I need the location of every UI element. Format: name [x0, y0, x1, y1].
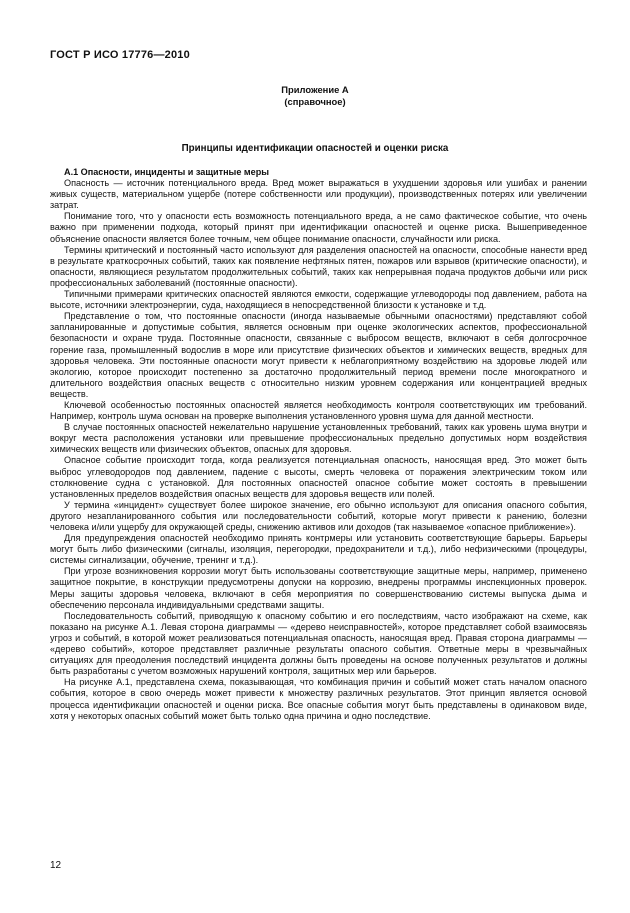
paragraph: Последовательность событий, приводящую к опасному событию и его последствиям, часто изображают на схеме, как показано на рисунке А.1. Левая сторона диаграммы — «дерево неисправностей», которое представляет собой взаимосвязь угроз и событий, в которой может реализоваться потенциальная опасность, наносящая вред. Правая сторона диаграммы — «дерево событий», которое представляет различные результаты опасного события. Ответные меры в чрезвычайных ситуациях для преодоления последствий инцидента должны быть проведены на основе полученных результатов и должны быть разработаны с учетом возможных нарушений контроля, защитных мер или барьеров.: [50, 610, 587, 677]
page-number: 12: [50, 860, 62, 871]
paragraph: На рисунке А.1, представлена схема, показывающая, что комбинация причин и событий может стать началом опасного события, которое в свою очередь может привести к множеству различных результатов. Этот принцип является основой процесса идентификации опасностей и оценки риска. Все опасные события могут быть представлены в одинаковом виде, хотя у некоторых опасных событий может быть только одна причина и одно последствие.: [50, 677, 587, 721]
paragraph: У термина «инцидент» существует более широкое значение, его обычно используют для описания опасного события, другого незапланированного события или последовательности событий, которые могут привести к ранению, болезни человека и/или ущербу для окружающей среды, снижению активов или доходов (так называемое «опасное приближение»).: [50, 499, 587, 532]
page-title: Принципы идентификации опасностей и оценки риска: [181, 143, 449, 154]
paragraph: Для предупреждения опасностей необходимо принять контрмеры или установить соответствующие барьеры. Барьеры могут быть либо физическими (сигналы, изоляция, перегородки, предохранители и т.д.), либо нефизическими (процедуры, системы сигнализации, обучение, тренинг и т.д.).: [50, 533, 587, 566]
paragraph: Типичными примерами критических опасностей являются емкости, содержащие углеводороды под давлением, работа на высоте, источники электроэнергии, суда, находящиеся в непосредственной близости к установке и т.д.: [50, 289, 587, 311]
paragraph: Понимание того, что у опасности есть возможность потенциального вреда, а не само фактическое событие, что очень важно при применении подхода, который принят при идентификации опасностей и оценке риска. Вышеприведенное объяснение опасности является более точным, чем общее понимание опасности, случайности или риска.: [50, 211, 587, 244]
paragraph: Представление о том, что постоянные опасности (иногда называемые обычными опасностями) представляют собой запланированные и допустимые события, является основным при оценке экологических аспектов, профессиональной безопасности и охране труда. Постоянные опасности, связанные с выбросом веществ, включают в себя долгосрочное горение газа, промышленный водослив в море или присутствие физических объектов и химических веществ, вредных для здоровья человека. Эти постоянные опасности могут привести к неблагоприятному воздействию на здоровье людей или экологию, которое происходит постепенно за достаточно продолжительный период времени после многократного и длительного воздействия опасных веществ с относительно низким уровнем содержания или концентрацией вредных веществ.: [50, 311, 587, 399]
paragraph: Термины критический и постоянный часто используют для разделения опасностей на опасности, способные нанести вред в результате краткосрочных событий, таких как появление нефтяных пятен, пожаров или взрывов (критические опасности), и опасности, являющиеся результатом продолжительных событий, таких как непрерывная подача продуктов добычи или риск профессиональных заболеваний (постоянные опасности).: [50, 244, 587, 288]
paragraph: Ключевой особенностью постоянных опасностей является необходимость контроля соответствующих им требований. Например, контроль шума основан на проверке выполнения установленного уровня шума для данной местности.: [50, 399, 587, 422]
document-body: [50, 167, 587, 722]
paragraph: В случае постоянных опасностей нежелательно нарушение установленных требований, таких как уровень шума внутри и вокруг места расположения установки или превышение профессиональных предельно допустимых норм воздействия химических веществ или физических объектов, опасных для здоровья.: [50, 422, 587, 455]
document-code: ГОСТ Р ИСО 17776—2010: [50, 49, 190, 61]
annex-title: Приложение А: [281, 84, 349, 95]
paragraph: Опасность — источник потенциального вреда. Вред может выражаться в ухудшении здоровья или ушибах и ранении живых существ, материальном ущербе (потере собственности или продукции), производственных потерях или увеличении затрат.: [50, 178, 587, 211]
paragraph: Опасное событие происходит тогда, когда реализуется потенциальная опасность, наносящая вред. Это может быть выброс углеводородов под давлением, падение с высоты, смерть человека от поражения электрическим током или столкновение судна с установкой. Для постоянных опасностей опасное событие может состоять в превышении установленных пределов воздействия опасных веществ для здоровья веществ или полей.: [50, 455, 587, 499]
paragraph: При угрозе возникновения коррозии могут быть использованы соответствующие защитные меры, например, применено защитное покрытие, в конструкции предусмотрены допуски на коррозию, внедрены программы инспекционных проверок. Меры защиты здоровья человека, включают в себя мероприятия по совершенствованию системы выпуска дыма и обеспечению персонала индивидуальными средствами защиты.: [50, 566, 587, 610]
annex-subtitle: (справочное): [284, 96, 346, 107]
section-heading: А.1 Опасности, инциденты и защитные меры: [64, 167, 270, 177]
